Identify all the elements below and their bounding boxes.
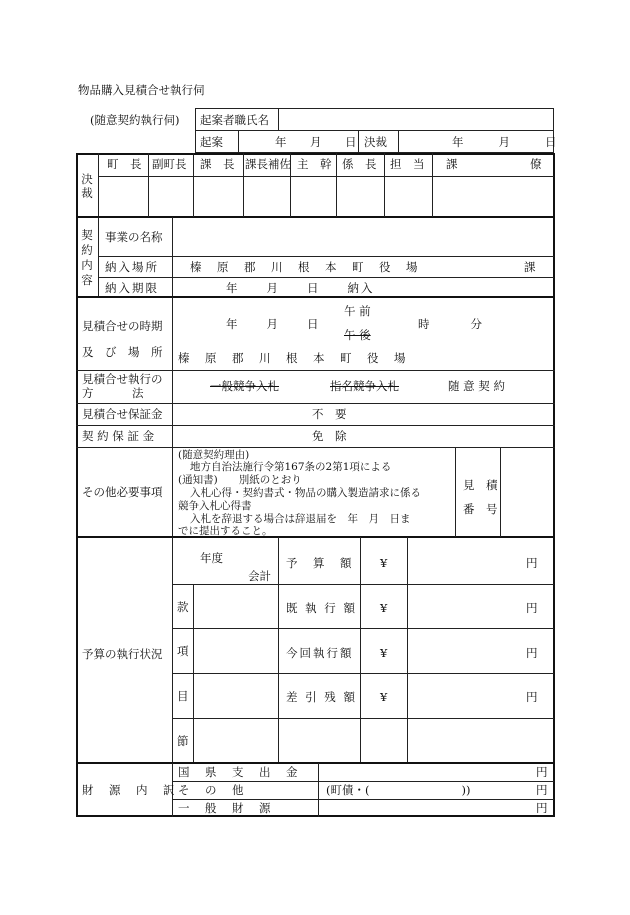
stamp-cell-section-colleague[interactable] — [433, 177, 554, 216]
budget-row-executed-unit: 円 — [526, 601, 538, 615]
funding-row-subsidy-unit: 円 — [536, 765, 548, 779]
approval-col-subsection-chief: 係 長 — [342, 157, 377, 171]
funding-row-general-label: 一 般 財 源 — [178, 801, 273, 815]
funding-row-other-unit: 円 — [536, 783, 548, 797]
other-label: その他必要事項 — [82, 485, 163, 499]
budget-row-executed-yen: ¥ — [380, 601, 388, 615]
budget-row-current-label: 今回執行額 — [286, 646, 354, 660]
other-line-6: 入札を辞退する場合は辞退届を 年 月 日ま — [190, 513, 411, 525]
delivery-place-suffix: 課 — [524, 260, 536, 274]
approval-col-colleague: 僚 — [530, 157, 542, 171]
stamp-cell-staff[interactable] — [385, 177, 432, 216]
draft-date: 年 月 日 — [275, 135, 363, 149]
project-name-label: 事業の名称 — [105, 230, 163, 244]
decision-date: 年 月 日 — [452, 135, 561, 149]
other-line-3: (通知書) 別紙のとおり — [178, 474, 302, 486]
bid-deposit-value: 不 要 — [312, 407, 347, 421]
schedule-date: 年 月 日 — [226, 317, 321, 331]
stamp-cell-supervisor[interactable] — [291, 177, 336, 216]
approval-col-mayor: 町 長 — [107, 157, 142, 171]
budget-setsu-label: 節 — [177, 734, 189, 748]
header-subtitle: (随意契約執行伺) — [90, 113, 180, 127]
budget-row-executed-label: 既 執 行 額 — [286, 601, 357, 615]
budget-row-amount-yen: ¥ — [380, 556, 388, 570]
schedule-am: 午 前 — [344, 304, 371, 318]
approval-side-label: 決裁 — [81, 172, 93, 200]
method-option-designated-bid[interactable]: 指名競争入札 — [330, 379, 399, 393]
budget-row-balance-yen: ¥ — [380, 690, 388, 704]
funding-row-other-detail: (町債・( )) — [326, 783, 471, 797]
contract-deposit-value: 免 除 — [312, 429, 347, 443]
funding-label: 財 源 内 訳 — [82, 783, 177, 797]
budget-year-label: 年度 — [200, 551, 223, 565]
schedule-time: 時 分 — [418, 317, 488, 331]
stamp-cell-vice-mayor[interactable] — [149, 177, 193, 216]
method-option-general-bid[interactable]: 一般競争入札 — [210, 379, 279, 393]
contract-deposit-label: 契 約 保 証 金 — [82, 429, 155, 443]
budget-label: 予算の執行状況 — [82, 647, 163, 661]
other-line-1: (随意契約理由) — [178, 449, 250, 461]
delivery-place-label: 納入場所 — [105, 260, 159, 274]
drafter-name-field[interactable] — [279, 109, 553, 130]
funding-row-general-unit: 円 — [536, 801, 548, 815]
draft-label: 起案 — [200, 135, 223, 149]
delivery-place-value: 榛 原 郡 川 根 本 町 役 場 — [190, 260, 420, 274]
approval-col-section-chief: 課 長 — [200, 157, 235, 171]
approval-col-section: 課 — [446, 157, 458, 171]
estimate-label-2: 番 号 — [463, 502, 498, 516]
budget-row-current-unit: 円 — [526, 646, 538, 660]
estimate-number-field[interactable] — [501, 448, 554, 536]
method-label-1: 見積合せ執行の — [82, 372, 163, 386]
schedule-label-1: 見積合せの時期 — [82, 319, 163, 333]
other-line-5: 競争入札心得書 — [178, 500, 252, 512]
schedule-label-2: 及 び 場 所 — [82, 345, 163, 359]
budget-kan-label: 款 — [177, 600, 189, 614]
estimate-label-1: 見 積 — [463, 478, 498, 492]
budget-row-balance-unit: 円 — [526, 690, 538, 704]
budget-kou-label: 項 — [177, 644, 189, 658]
stamp-cell-mayor[interactable] — [99, 177, 148, 216]
delivery-deadline-value: 年 月 日 納入 — [226, 281, 375, 295]
other-line-4: 入札心得・契約書式・物品の購入製造請求に係る — [190, 487, 421, 499]
delivery-deadline-label: 納入期限 — [105, 281, 159, 295]
drafter-label: 起案者職氏名 — [200, 113, 269, 127]
approval-col-assistant-chief: 課長補佐 — [245, 157, 291, 171]
schedule-place: 榛 原 郡 川 根 本 町 役 場 — [178, 351, 408, 365]
page-title: 物品購入見積合せ執行伺 — [78, 83, 205, 97]
method-label-2: 方 法 — [82, 386, 145, 400]
schedule-pm: 午 後 — [344, 328, 371, 342]
stamp-cell-assistant-chief[interactable] — [244, 177, 290, 216]
bid-deposit-label: 見積合せ保証金 — [82, 407, 163, 421]
approval-col-vice-mayor: 副町長 — [152, 157, 187, 171]
approval-col-staff: 担 当 — [390, 157, 425, 171]
budget-row-amount-label: 予 算 額 — [286, 556, 354, 570]
contract-side-label: 契約内容 — [81, 228, 93, 287]
approval-col-supervisor: 主 幹 — [297, 157, 332, 171]
budget-row-amount-unit: 円 — [526, 556, 538, 570]
other-line-7: でに提出すること。 — [178, 525, 273, 537]
budget-row-current-yen: ¥ — [380, 646, 388, 660]
method-option-negotiated[interactable]: 随 意 契 約 — [448, 379, 505, 393]
funding-row-subsidy-label: 国 県 支 出 金 — [178, 765, 300, 779]
budget-moku-label: 目 — [177, 689, 189, 703]
stamp-cell-subsection-chief[interactable] — [337, 177, 384, 216]
stamp-cell-section-chief[interactable] — [194, 177, 243, 216]
budget-account-label: 会計 — [248, 569, 271, 583]
decision-label: 決裁 — [364, 135, 387, 149]
other-line-2: 地方自治法施行令第167条の2第1項による — [190, 461, 392, 473]
project-name-field[interactable] — [173, 218, 554, 256]
budget-row-balance-label: 差 引 残 額 — [286, 690, 357, 704]
funding-row-other-label: そ の 他 — [178, 783, 246, 797]
